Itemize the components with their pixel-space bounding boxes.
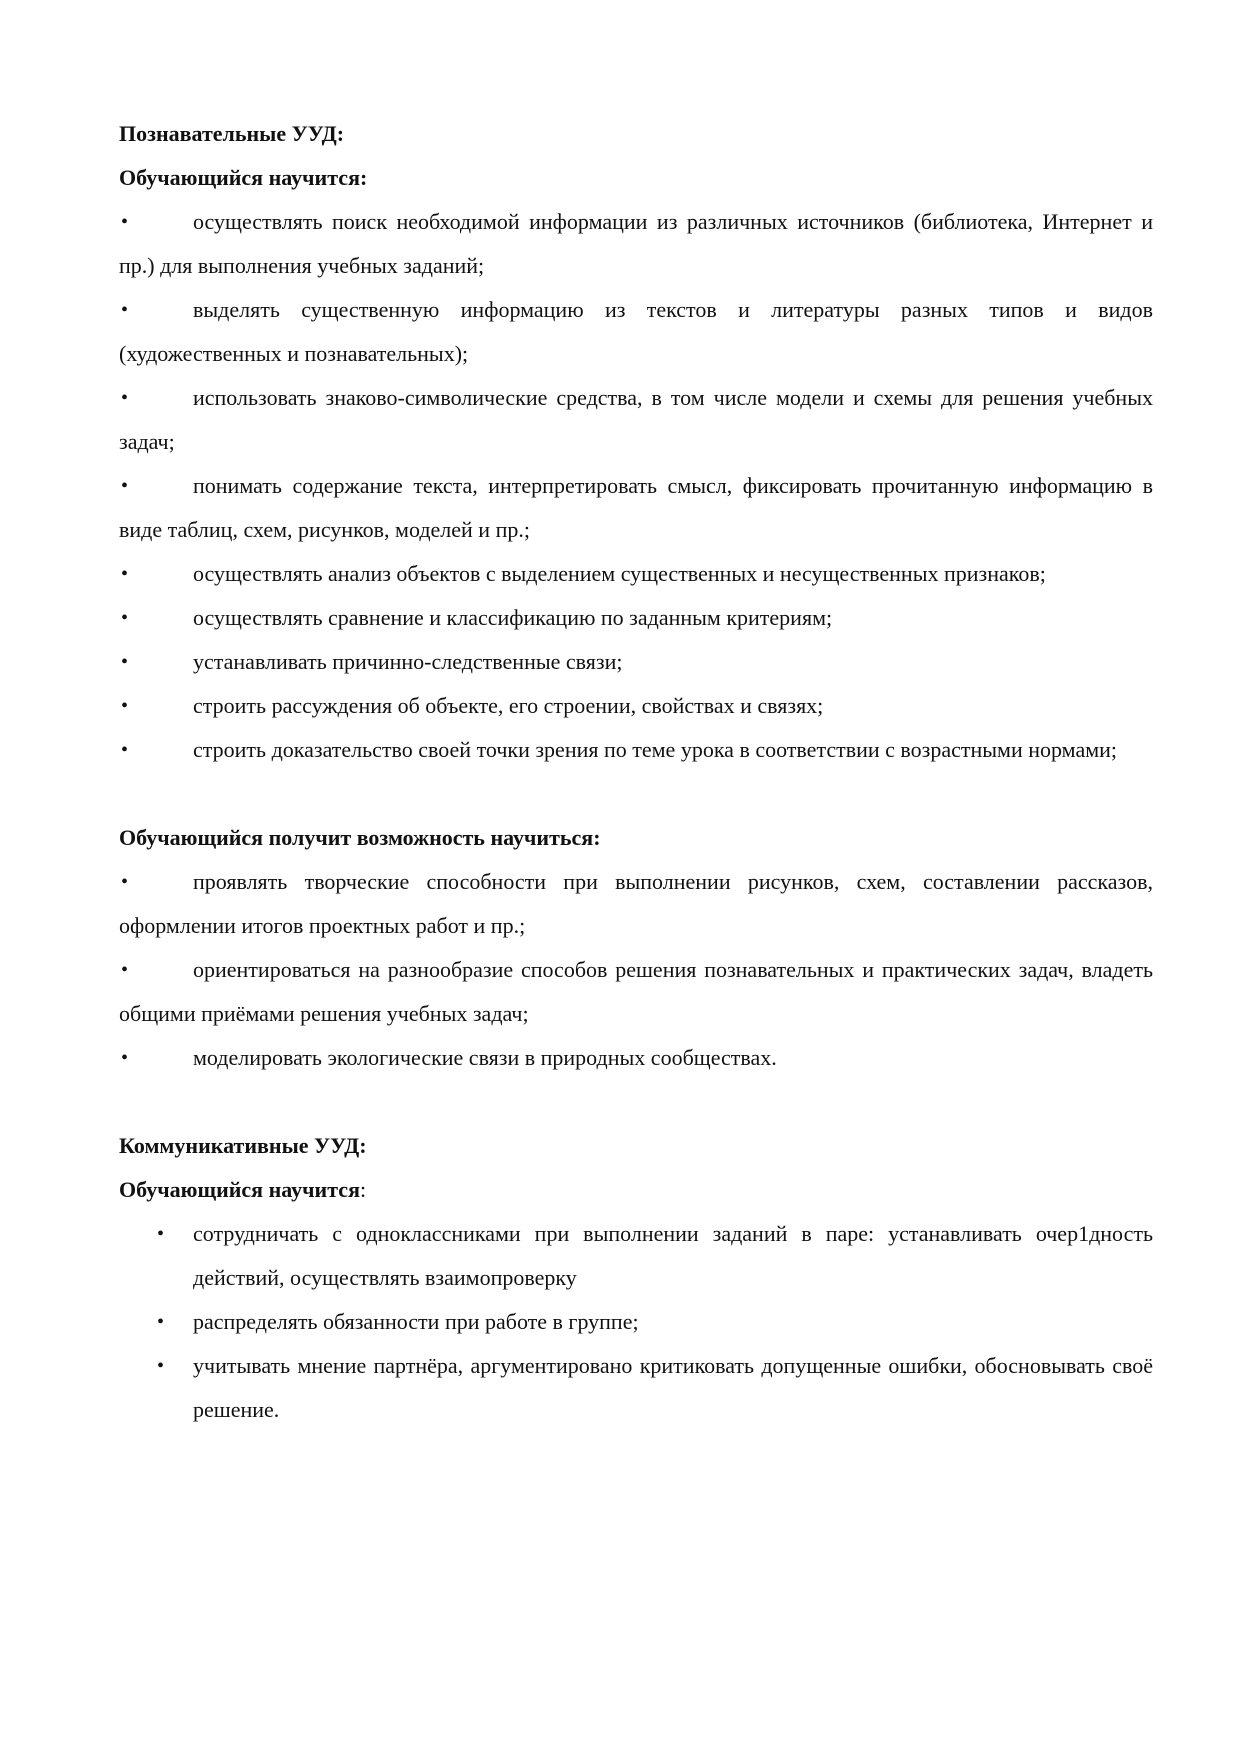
list-item <box>119 948 1153 1036</box>
list-item-text: ориентироваться на разнообразие способов решения познавательных и практических задач, владеть общими приёмами решения учебных задач; <box>119 957 1153 1026</box>
bullet-icon: • <box>121 739 129 761</box>
list-item-text: моделировать экологические связи в природных сообществах. <box>193 1045 777 1070</box>
bullet-icon: • <box>121 1047 129 1069</box>
list-item <box>119 552 1153 596</box>
bullet-icon: • <box>121 299 129 321</box>
list-item-text: проявлять творческие способности при выполнении рисунков, схем, составлении рассказов, оформлении итогов проектных работ и пр.; <box>119 869 1153 938</box>
list-item <box>119 640 1153 684</box>
list-item-text: строить рассуждения об объекте, его строении, свойствах и связях; <box>193 693 824 718</box>
list-item <box>119 376 1153 464</box>
spacer <box>119 772 1153 816</box>
bullet-icon: • <box>121 475 129 497</box>
list-item-text: сотрудничать с одноклассниками при выполнении заданий в паре: устанавливать очер1дность действий, осуществлять взаимопроверку <box>193 1221 1153 1290</box>
list-item <box>119 596 1153 640</box>
bullet-icon: • <box>121 563 129 585</box>
list-item-text: понимать содержание текста, интерпретировать смысл, фиксировать прочитанную информацию в виде таблиц, схем, рисунков, моделей и пр.; <box>119 473 1153 542</box>
list-item <box>157 1300 1153 1344</box>
bullet-icon: • <box>121 211 129 233</box>
section-subtitle-opportunity: Обучающийся получит возможность научиться: <box>119 825 601 850</box>
list-item-text: учитывать мнение партнёра, аргументировано критиковать допущенные ошибки, обосновывать своё решение. <box>193 1353 1153 1422</box>
list-item <box>119 860 1153 948</box>
cognitive-list <box>119 200 1153 772</box>
list-item <box>119 200 1153 288</box>
list-item <box>157 1212 1153 1300</box>
communicative-list <box>119 1212 1153 1432</box>
list-item <box>119 684 1153 728</box>
opportunity-list <box>119 860 1153 1080</box>
list-item-text: осуществлять сравнение и классификацию по заданным критериям; <box>193 605 833 630</box>
section-title-cognitive: Познавательные УУД: <box>119 121 345 146</box>
list-item-text: распределять обязанности при работе в группе; <box>193 1309 639 1334</box>
list-item <box>119 464 1153 552</box>
list-item <box>119 288 1153 376</box>
list-item <box>157 1344 1153 1432</box>
spacer <box>119 1080 1153 1124</box>
bullet-icon: • <box>121 959 129 981</box>
bullet-icon: • <box>121 607 129 629</box>
section-title-communicative: Коммуникативные УУД: <box>119 1133 367 1158</box>
list-item-text: выделять существенную информацию из текстов и литературы разных типов и видов (художественных и познавательных); <box>119 297 1153 366</box>
bullet-icon: • <box>121 695 129 717</box>
list-item <box>119 728 1153 772</box>
list-item-text: устанавливать причинно-следственные связи; <box>193 649 623 674</box>
bullet-icon: • <box>157 1311 165 1333</box>
subtitle-colon: : <box>359 1177 367 1202</box>
section-subtitle-communicative <box>119 1168 1153 1212</box>
list-item-text: использовать знаково-символические средства, в том числе модели и схемы для решения учебных задач; <box>119 385 1153 454</box>
bullet-icon: • <box>121 871 129 893</box>
bullet-icon: • <box>121 387 129 409</box>
bullet-icon: • <box>157 1223 165 1245</box>
bullet-icon: • <box>157 1355 165 1377</box>
document-page <box>119 112 1153 1432</box>
list-item <box>119 1036 1153 1080</box>
bullet-icon: • <box>121 651 129 673</box>
list-item-text: строить доказательство своей точки зрения по теме урока в соответствии с возрастными нормами; <box>193 737 1118 762</box>
list-item-text: осуществлять поиск необходимой информации из различных источников (библиотека, Интернет и пр.) для выполнения учебных заданий; <box>119 209 1153 278</box>
subtitle-text: Обучающийся научится <box>119 1177 360 1202</box>
list-item-text: осуществлять анализ объектов с выделением существенных и несущественных признаков; <box>193 561 1046 586</box>
section-subtitle-cognitive: Обучающийся научится: <box>119 165 368 190</box>
